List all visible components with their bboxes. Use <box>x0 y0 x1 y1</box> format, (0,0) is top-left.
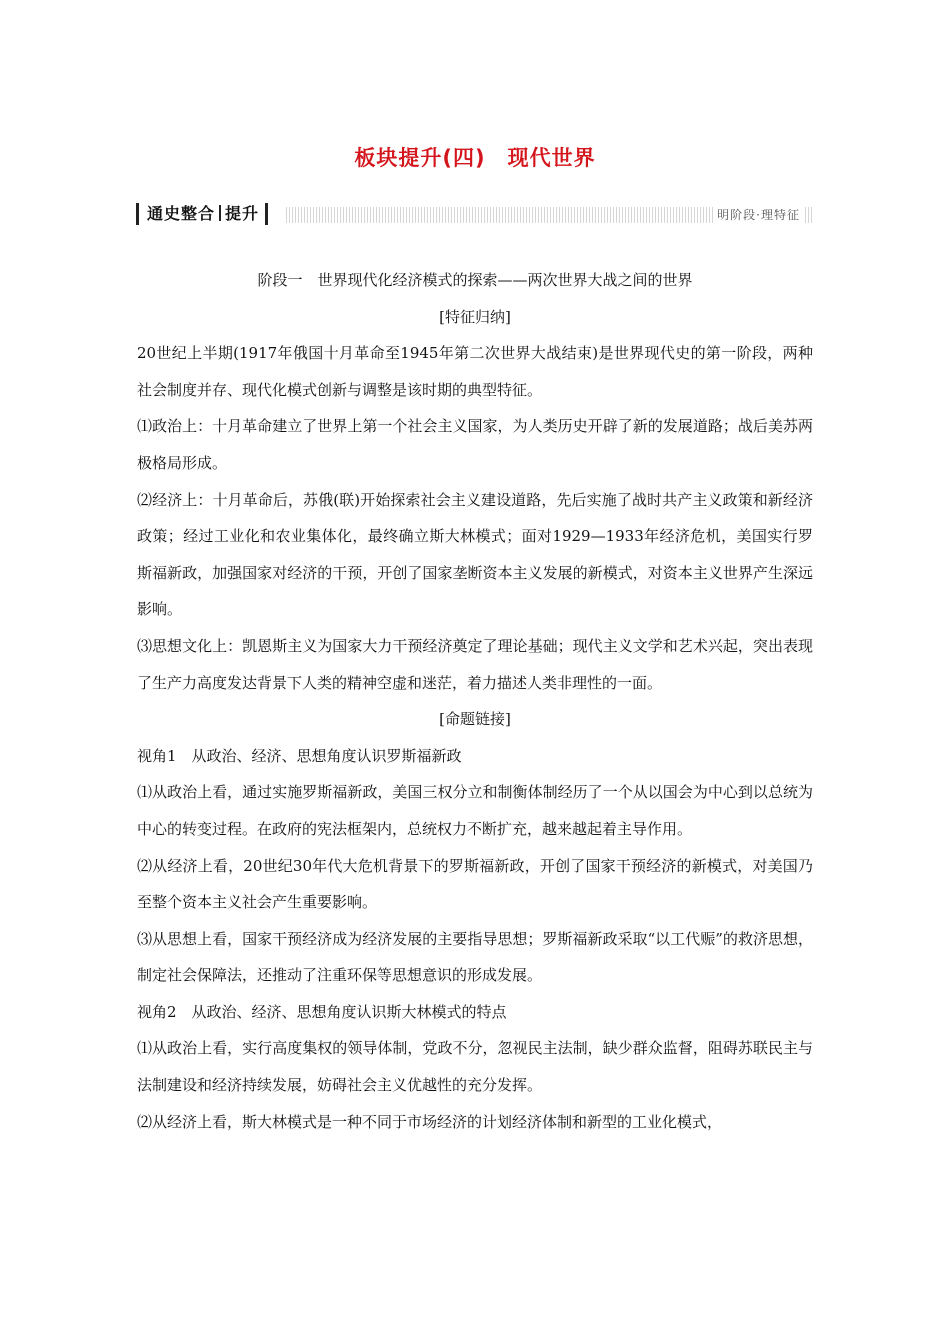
subsection-heading: [特征归纳] <box>439 307 511 326</box>
banner-label-main: 通史整合 <box>147 204 216 223</box>
banner-divider <box>219 205 221 221</box>
paragraph: ⑵从经济上看，斯大林模式是一种不同于市场经济的计划经济体制和新型的工业化模式， <box>137 1112 723 1131</box>
paragraph: ⑴从政治上看，通过实施罗斯福新政，美国三权分立和制衡体制经历了一个从以国会为中心到以总统为中心的转变过程。在政府的宪法框架内，总统权力不断扩充，越来越起着主导作用。 <box>137 783 813 838</box>
banner-label <box>136 203 268 225</box>
paragraph: ⑶从思想上看，国家干预经济成为经济发展的主要指导思想；罗斯福新政采取“以工代赈”的救济思想，制定社会保障法，还推动了注重环保等思想意识的形成发展。 <box>137 929 813 985</box>
section-banner <box>136 203 812 227</box>
paragraph: ⑶思想文化上：凯恩斯主义为国家大力干预经济奠定了理论基础；现代主义文学和艺术兴起，突出表现了生产力高度发达背景下人类的精神空虚和迷茫，着力描述人类非理性的一面。 <box>137 636 813 692</box>
paragraph: ⑵经济上：十月革命后，苏俄(联)开始探索社会主义建设道路，先后实施了战时共产主义政策和新经济政策；经过工业化和农业集体化，最终确立斯大林模式；面对1929—1933年经济危机，美国实行罗斯福新政，加强国家对经济的干预，开创了国家垄断资本主义发展的新模式，对资本主义世界产生深远影响。 <box>137 490 813 619</box>
paragraph: ⑴从政治上看，实行高度集权的领导体制，党政不分，忽视民主法制，缺少群众监督，阻碍苏联民主与法制建设和经济持续发展，妨碍社会主义优越性的充分发挥。 <box>137 1039 813 1095</box>
banner-label-sub: 提升 <box>225 204 260 223</box>
stage-heading: 阶段一 世界现代化经济模式的探索——两次世界大战之间的世界 <box>257 271 693 289</box>
subsection-heading: [命题链接] <box>439 710 511 729</box>
paragraph: ⑴政治上：十月革命建立了世界上第一个社会主义国家，为人类历史开辟了新的发展道路；战后美苏两极格局形成。 <box>137 417 813 472</box>
perspective-heading: 视角2 从政治、经济、思想角度认识斯大林模式的特点 <box>137 1002 507 1021</box>
paragraph: 20世纪上半期(1917年俄国十月革命至1945年第二次世界大战结束)是世界现代史的第一阶段，两种社会制度并存、现代化模式创新与调整是该时期的典型特征。 <box>137 344 813 399</box>
document-body <box>137 262 813 1140</box>
page-title: 板块提升(四) 现代世界 <box>354 146 596 170</box>
paragraph: ⑵从经济上看，20世纪30年代大危机背景下的罗斯福新政，开创了国家干预经济的新模式，对美国乃至整个资本主义社会产生重要影响。 <box>137 856 813 912</box>
banner-tagline: 明阶段·理特征 <box>713 207 804 223</box>
perspective-heading: 视角1 从政治、经济、思想角度认识罗斯福新政 <box>137 746 462 765</box>
